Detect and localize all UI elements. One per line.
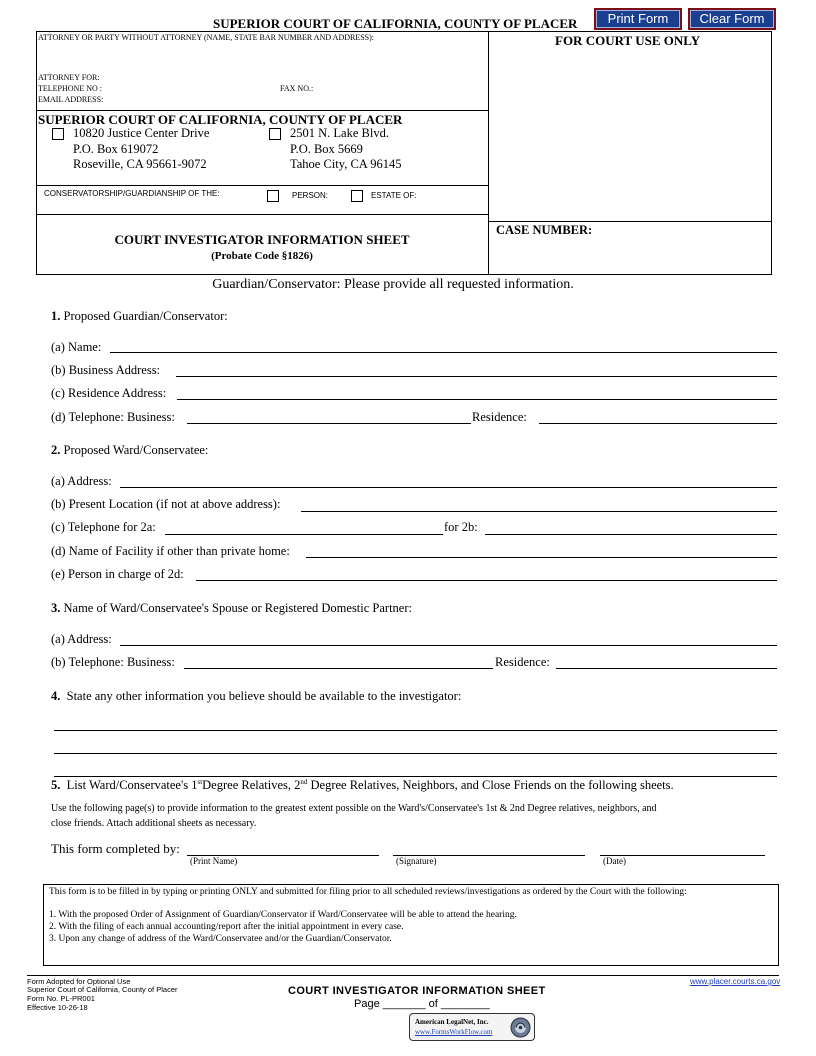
footer-effective-date: Effective 10-26-18: [27, 1003, 88, 1012]
court-use-only: FOR COURT USE ONLY: [555, 33, 701, 48]
roseville-checkbox[interactable]: [52, 128, 64, 140]
spouse-residence-phone-input[interactable]: [556, 654, 777, 669]
print-form-button[interactable]: Print Form: [594, 8, 682, 30]
guardian-business-address-label: (b) Business Address:: [51, 363, 161, 377]
footer-court: Superior Court of California, County of Placer: [27, 985, 178, 994]
attorney-for-label: ATTORNEY FOR:: [38, 73, 100, 82]
footer-website-link[interactable]: www.placer.courts.ca.gov: [690, 977, 781, 986]
section5-note-1: Use the following page(s) to provide information to the greatest extent possible on the Ward's/Conservatee's 1st & 2nd Degree relatives, neighbors, and: [51, 803, 657, 814]
instructions-item-3: 3. Upon any change of address of the Ward/Conservatee and/or the Guardian/Conservator.: [49, 934, 392, 944]
guardian-business-phone-label: (d) Telephone: Business:: [51, 410, 175, 424]
person-label: PERSON:: [292, 191, 329, 200]
ward-phone-2b-input[interactable]: [485, 520, 777, 535]
telephone-label: TELEPHONE NO :: [38, 84, 102, 93]
signature-caption: (Signature): [396, 856, 437, 866]
intro-text: Guardian/Conservator: Please provide all requested information.: [212, 277, 574, 292]
completed-by-label: This form completed by:: [51, 841, 180, 856]
section5-heading: 5. List Ward/Conservatee's 1stDegree Relatives, 2nd Degree Relatives, Neighbors, and Close Friends on the following sheets.: [51, 778, 674, 793]
ward-address-label: (a) Address:: [51, 474, 112, 488]
footer-form-number: Form No. PL-PR001: [27, 994, 95, 1003]
email-label: EMAIL ADDRESS:: [38, 95, 104, 104]
logo-globe-icon: [510, 1017, 531, 1038]
instructions-item-1: 1. With the proposed Order of Assignment of Guardian/Conservator if Ward/Conservatee will be able to attend the hearing.: [49, 910, 517, 920]
logo-website: www.FormsWorkFlow.com: [415, 1028, 493, 1036]
guardian-name-input[interactable]: [110, 338, 777, 353]
roseville-address-3: Roseville, CA 95661-9072: [73, 157, 207, 171]
section2-heading: 2. Proposed Ward/Conservatee:: [51, 443, 209, 457]
roseville-address-2: P.O. Box 619072: [73, 142, 159, 156]
ward-present-location-label: (b) Present Location (if not at above address):: [51, 497, 281, 511]
print-name-caption: (Print Name): [190, 856, 238, 866]
probate-code: (Probate Code §1826): [211, 250, 313, 262]
spouse-business-phone-label: (b) Telephone: Business:: [51, 655, 175, 669]
guardian-residence-phone-label: Residence:: [472, 410, 527, 424]
ward-address-input[interactable]: [120, 473, 777, 488]
facility-name-label: (d) Name of Facility if other than private home:: [51, 544, 290, 558]
ward-phone-2b-label: for 2b:: [444, 520, 478, 534]
fax-label: FAX NO.:: [280, 84, 314, 93]
tahoe-address-1: 2501 N. Lake Blvd.: [290, 126, 389, 140]
person-checkbox[interactable]: [267, 190, 279, 202]
ward-phone-2a-label: (c) Telephone for 2a:: [51, 520, 156, 534]
date-caption: (Date): [603, 856, 626, 866]
person-in-charge-input[interactable]: [196, 566, 777, 581]
signature-input[interactable]: [393, 841, 585, 856]
spouse-residence-phone-label: Residence:: [495, 655, 550, 669]
ward-present-location-input[interactable]: [301, 497, 777, 512]
clear-form-button[interactable]: Clear Form: [688, 8, 776, 30]
guardian-residence-phone-input[interactable]: [539, 409, 777, 424]
person-in-charge-label: (e) Person in charge of 2d:: [51, 567, 184, 581]
case-number-label: CASE NUMBER:: [496, 223, 593, 237]
facility-name-input[interactable]: [306, 543, 777, 558]
tahoe-address-3: Tahoe City, CA 96145: [290, 157, 402, 171]
attorney-label: ATTORNEY OR PARTY WITHOUT ATTORNEY (NAME, STATE BAR NUMBER AND ADDRESS):: [38, 33, 375, 42]
sheet-title: COURT INVESTIGATOR INFORMATION SHEET: [114, 232, 410, 247]
ward-phone-2a-input[interactable]: [165, 520, 443, 535]
other-info-line-1[interactable]: [54, 716, 777, 731]
spouse-address-input[interactable]: [120, 631, 777, 646]
tahoe-address-2: P.O. Box 5669: [290, 142, 363, 156]
court-header-title: SUPERIOR COURT OF CALIFORNIA, COUNTY OF PLACER: [213, 16, 578, 31]
spouse-address-label: (a) Address:: [51, 632, 112, 646]
guardian-residence-address-input[interactable]: [177, 385, 777, 400]
guardian-business-address-input[interactable]: [176, 362, 777, 377]
other-info-line-3[interactable]: [54, 762, 777, 777]
instructions-lead: This form is to be filled in by typing or printing ONLY and submitted for filing prior to all scheduled reviews/investigations as ordered by the Court with the following:: [49, 887, 687, 897]
guardian-business-phone-input[interactable]: [187, 409, 471, 424]
section3-heading: 3. Name of Ward/Conservatee's Spouse or Registered Domestic Partner:: [51, 601, 412, 615]
estate-checkbox[interactable]: [351, 190, 363, 202]
american-legalnet-logo[interactable]: [409, 1013, 535, 1041]
footer-page-count: Page _______ of ________: [354, 998, 490, 1010]
instructions-item-2: 2. With the filing of each annual accounting/report after the initial appointment in every case.: [49, 922, 404, 932]
section1-heading: 1. Proposed Guardian/Conservator:: [51, 309, 228, 323]
date-input[interactable]: [600, 841, 765, 856]
section5-note-2: close friends. Attach additional sheets as necessary.: [51, 818, 257, 829]
tahoe-checkbox[interactable]: [269, 128, 281, 140]
estate-label: ESTATE OF:: [371, 191, 417, 200]
footer-title: COURT INVESTIGATOR INFORMATION SHEET: [288, 985, 546, 997]
spouse-business-phone-input[interactable]: [184, 654, 493, 669]
conservatorship-label: CONSERVATORSHIP/GUARDIANSHIP OF THE:: [44, 189, 220, 198]
logo-company-name: American LegalNet, Inc.: [415, 1018, 489, 1026]
print-name-input[interactable]: [187, 841, 379, 856]
guardian-name-label: (a) Name:: [51, 340, 102, 354]
footer-adopted: Form Adopted for Optional Use: [27, 977, 131, 986]
roseville-address-1: 10820 Justice Center Drive: [73, 126, 210, 140]
section4-heading: 4. State any other information you believe should be available to the investigator:: [51, 689, 462, 703]
court-name: SUPERIOR COURT OF CALIFORNIA, COUNTY OF PLACER: [38, 112, 403, 127]
other-info-line-2[interactable]: [54, 739, 777, 754]
guardian-residence-address-label: (c) Residence Address:: [51, 386, 167, 400]
